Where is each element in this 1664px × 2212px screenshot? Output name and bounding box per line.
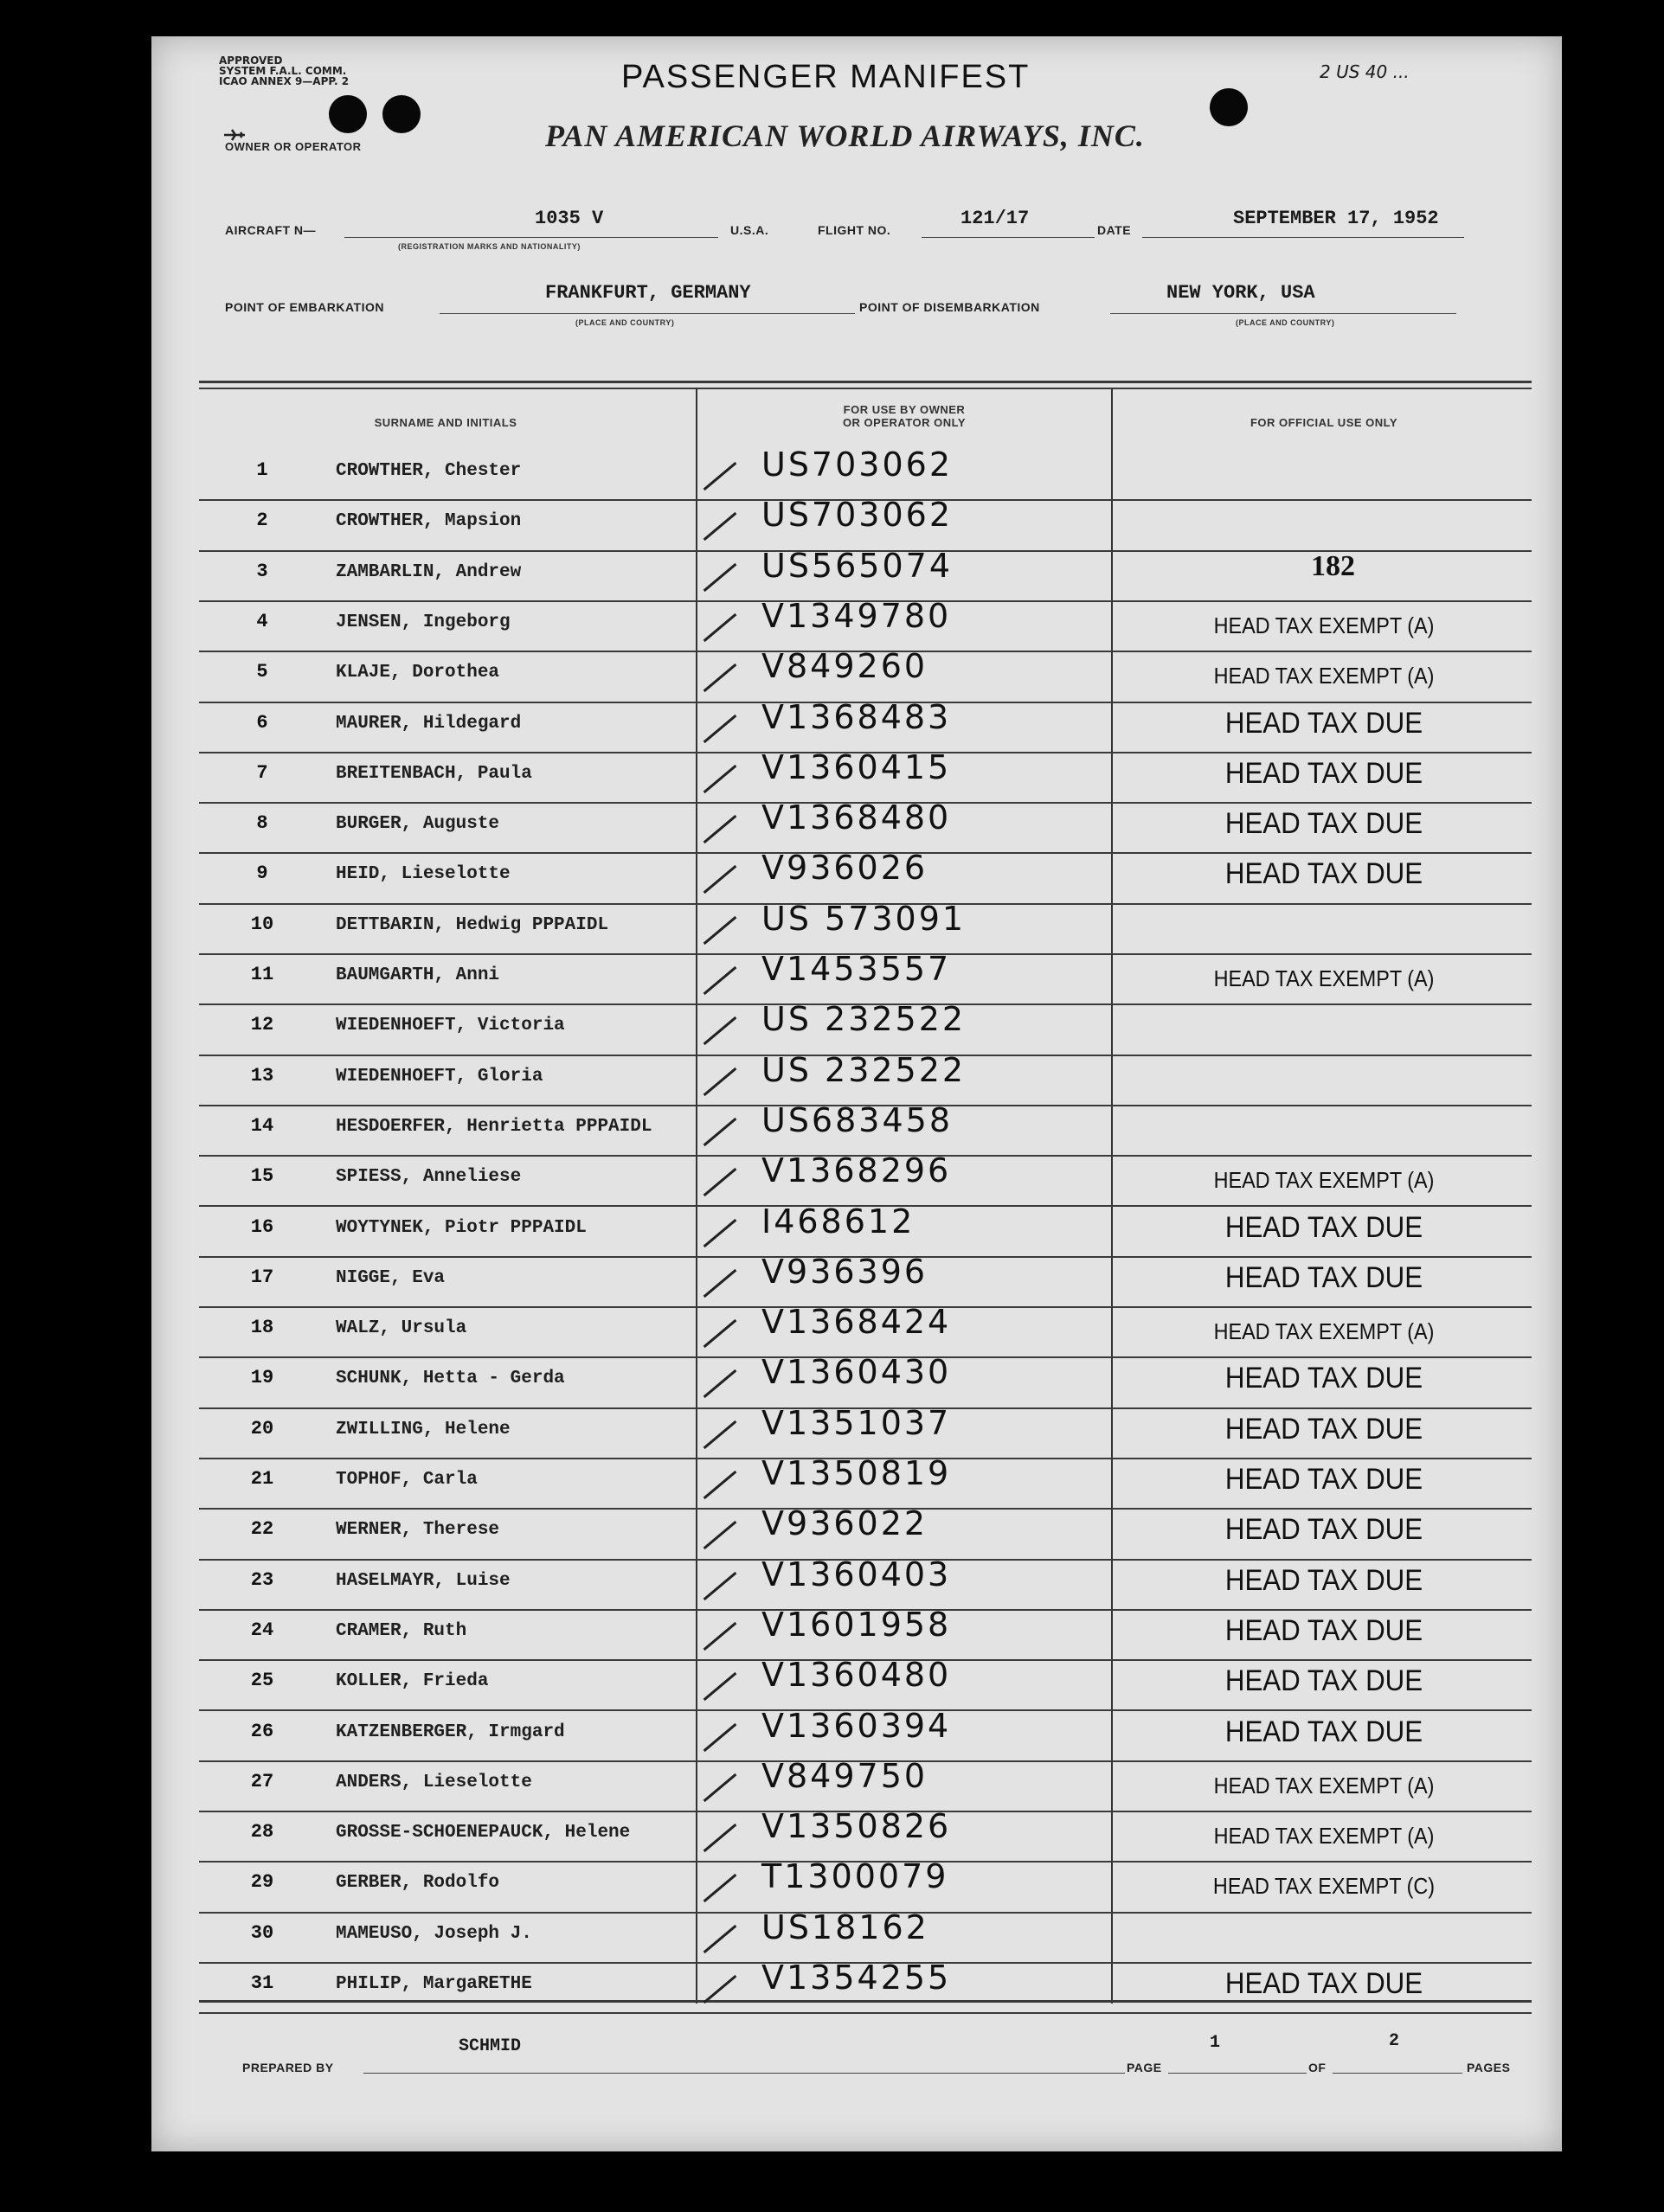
aircraft-value: 1035 V [535,208,604,229]
official-stamp: HEAD TAX EXEMPT (C) [1212,1873,1436,1899]
passenger-name: HEID, Lieselotte [336,864,511,884]
page-value: 1 [1210,2033,1221,2053]
embarkation-value: FRANKFURT, GERMANY [545,282,751,304]
official-stamp: HEAD TAX DUE [1224,757,1423,790]
column-header-owner-line: FOR USE BY OWNER [843,403,966,416]
passport-number: US 573091 [761,900,967,938]
punch-hole-left-2 [382,95,421,133]
passport-number: US18162 [761,1908,929,1946]
column-header-owner-line: OR OPERATOR ONLY [842,416,967,429]
passport-number: V1368424 [761,1303,952,1341]
passenger-name: DETTBARIN, Hedwig PPPAIDL [336,915,609,935]
disembarkation-sublabel: (PLACE AND COUNTRY) [1236,318,1335,327]
passport-number: V1350819 [761,1454,952,1492]
prepared-value: SCHMID [459,2036,522,2056]
row-number: 4 [256,611,268,632]
passport-number: V1368483 [761,698,952,736]
flight-label: FLIGHT NO. [818,223,891,237]
passport-number: US565074 [761,547,953,585]
official-stamp: HEAD TAX EXEMPT (A) [1213,1318,1435,1344]
passport-number: US683458 [761,1101,953,1139]
passport-number: I468612 [761,1202,916,1241]
prepared-underline [363,2073,1125,2074]
disembarkation-value: NEW YORK, USA [1166,282,1315,304]
official-stamp: HEAD TAX DUE [1224,1967,1423,2000]
aircraft-underline [344,237,718,238]
passenger-name: KOLLER, Frieda [336,1671,489,1691]
official-stamp: HEAD TAX DUE [1224,1413,1423,1446]
row-number: 26 [250,1721,274,1742]
stamp-number: 182 [1311,550,1355,582]
embarkation-sublabel: (PLACE AND COUNTRY) [575,318,675,327]
official-stamp: HEAD TAX DUE [1224,1513,1423,1546]
passenger-name: GERBER, Rodolfo [336,1873,500,1893]
row-number: 9 [256,862,268,884]
of-underline [1333,2073,1462,2074]
row-number: 12 [250,1014,274,1035]
passport-number: V936396 [761,1253,928,1291]
row-number: 11 [250,964,274,985]
passport-number: V1360480 [761,1656,952,1694]
row-number: 31 [250,1972,274,1994]
passenger-name: CROWTHER, Chester [336,461,522,481]
column-header-official: FOR OFFICIAL USE ONLY [1250,416,1398,429]
aircraft-sublabel: (REGISTRATION MARKS AND NATIONALITY) [398,242,581,251]
passenger-name: ANDERS, Lieselotte [336,1773,532,1792]
official-stamp: HEAD TAX EXEMPT (A) [1213,965,1435,991]
row-number: 7 [256,762,268,784]
form-annotation [219,55,349,87]
passenger-name: HESDOERFER, Henrietta PPPAIDL [336,1117,652,1137]
passenger-name: BREITENBACH, Paula [336,764,532,784]
punch-hole-left-1 [329,95,367,133]
passenger-name: WERNER, Therese [336,1520,500,1540]
date-value: SEPTEMBER 17, 1952 [1233,208,1439,229]
passenger-name: MAURER, Hildegard [336,714,522,734]
passenger-name: CRAMER, Ruth [336,1621,467,1641]
row-number: 5 [256,661,268,683]
passport-number: T1300079 [761,1857,949,1895]
form-annotation-line: SYSTEM F.A.L. COMM. [219,65,347,77]
official-stamp: HEAD TAX EXEMPT (A) [1213,1773,1435,1798]
disembarkation-underline [1110,313,1456,314]
official-stamp: HEAD TAX EXEMPT (A) [1213,612,1435,638]
airline-name: PAN AMERICAN WORLD AIRWAYS, INC. [545,119,1145,153]
date-underline [1142,237,1464,238]
passenger-name: SCHUNK, Hetta - Gerda [336,1369,565,1388]
punch-hole-right [1210,88,1248,126]
passport-number: V1360415 [761,748,952,786]
row-number: 24 [250,1619,274,1641]
row-number: 28 [250,1821,274,1843]
official-stamp: HEAD TAX EXEMPT (A) [1213,1167,1435,1193]
of-label: OF [1308,2061,1327,2074]
passport-number: V1368296 [761,1151,952,1189]
passenger-name: GROSSE-SCHOENEPAUCK, Helene [336,1823,631,1843]
column-header-name: SURNAME AND INITIALS [374,416,517,429]
page-underline [1168,2073,1307,2074]
official-stamp: HEAD TAX DUE [1224,1211,1423,1244]
official-stamp: HEAD TAX DUE [1224,1664,1423,1697]
passport-number: V1360394 [761,1707,952,1745]
official-stamp: HEAD TAX DUE [1224,707,1423,740]
passport-number: V1354255 [761,1959,952,1997]
flight-underline [922,237,1095,238]
official-stamp: HEAD TAX DUE [1224,1614,1423,1647]
row-number: 23 [250,1569,274,1591]
row-number: 27 [250,1771,274,1792]
official-stamp: HEAD TAX DUE [1224,857,1423,890]
official-stamp: HEAD TAX EXEMPT (A) [1213,1823,1435,1849]
passport-number: V936026 [761,849,928,887]
passenger-name: WIEDENHOEFT, Gloria [336,1067,543,1087]
row-number: 15 [250,1165,274,1187]
passenger-name: BURGER, Auguste [336,814,500,834]
form-annotation-line: ICAO ANNEX 9—APP. 2 [219,75,350,87]
passport-number: US 232522 [761,1000,967,1038]
pages-label: PAGES [1467,2061,1511,2074]
passport-number: V849750 [761,1757,928,1795]
passenger-name: ZAMBARLIN, Andrew [336,562,522,582]
table-top-rule-2 [199,388,1532,389]
table-top-rule [199,381,1532,383]
passport-number: V936022 [761,1504,928,1542]
passenger-name: WOYTYNEK, Piotr PPPAIDL [336,1218,587,1238]
embarkation-underline [440,313,855,314]
row-number: 29 [250,1871,274,1893]
passport-number: V849260 [761,647,928,685]
passenger-name: CROWTHER, Mapsion [336,511,522,531]
flight-value: 121/17 [960,208,1030,229]
aircraft-country: U.S.A. [730,223,769,237]
passport-number: US703062 [761,446,953,484]
row-number: 30 [250,1922,274,1944]
passport-number: US703062 [761,496,953,534]
passport-number: V1368480 [761,798,952,837]
row-number: 22 [250,1518,274,1540]
aircraft-label: AIRCRAFT N— [225,223,317,237]
passport-number: V1360403 [761,1555,952,1593]
date-label: DATE [1097,223,1132,237]
official-stamp: HEAD TAX DUE [1224,1564,1423,1597]
passenger-name: SPIESS, Anneliese [336,1167,522,1187]
passenger-name: WALZ, Ursula [336,1318,467,1338]
prepared-label: PREPARED BY [242,2061,334,2074]
owner-label: OWNER OR OPERATOR [225,140,362,153]
passport-number: V1350826 [761,1807,952,1845]
embarkation-label: POINT OF EMBARKATION [225,300,384,314]
passenger-name: WIEDENHOEFT, Victoria [336,1016,565,1035]
row-number: 20 [250,1418,274,1439]
row-number: 6 [256,712,268,734]
passport-number: V1360430 [761,1353,952,1391]
passenger-name: BAUMGARTH, Anni [336,965,500,985]
official-stamp: HEAD TAX EXEMPT (A) [1213,663,1435,689]
passenger-name: TOPHOF, Carla [336,1470,478,1490]
column-header-owner [701,403,1108,429]
row-number: 17 [250,1266,274,1288]
passenger-name: HASELMAYR, Luise [336,1571,511,1591]
passport-number: US 232522 [761,1051,967,1089]
official-stamp: HEAD TAX DUE [1224,807,1423,840]
passenger-name: ZWILLING, Helene [336,1420,511,1439]
passport-number: V1453557 [761,950,952,988]
passenger-name: KATZENBERGER, Irmgard [336,1722,565,1742]
official-stamp: HEAD TAX DUE [1224,1362,1423,1395]
passport-number: V1601958 [761,1606,952,1644]
corner-note: 2 US 40 ... [1320,61,1410,82]
row-number: 8 [256,812,268,834]
row-number: 13 [250,1065,274,1087]
official-stamp: HEAD TAX DUE [1224,1715,1423,1748]
row-number: 16 [250,1216,274,1238]
row-number: 19 [250,1367,274,1388]
row-number: 2 [256,510,268,531]
row-number: 10 [250,914,274,935]
page-title: PASSENGER MANIFEST [621,59,1031,95]
row-rule [199,2012,1532,2014]
pages-value: 2 [1389,2031,1400,2051]
passenger-name: PHILIP, MargaRETHE [336,1974,532,1994]
row-number: 1 [256,459,268,481]
passenger-name: NIGGE, Eva [336,1268,446,1288]
official-stamp: HEAD TAX DUE [1224,1261,1423,1294]
row-number: 3 [256,561,268,582]
passenger-name: JENSEN, Ingeborg [336,612,511,632]
passport-number: V1349780 [761,597,952,635]
official-stamp: HEAD TAX DUE [1224,1463,1423,1496]
disembarkation-label: POINT OF DISEMBARKATION [859,300,1040,314]
passenger-name: MAMEUSO, Joseph J. [336,1924,532,1944]
row-number: 14 [250,1115,274,1137]
form-annotation-line: APPROVED [219,54,283,67]
row-number: 21 [250,1468,274,1490]
page-label: PAGE [1127,2061,1162,2074]
row-number: 25 [250,1670,274,1691]
passport-number: V1351037 [761,1404,952,1442]
passenger-name: KLAJE, Dorothea [336,663,500,683]
row-number: 18 [250,1317,274,1338]
